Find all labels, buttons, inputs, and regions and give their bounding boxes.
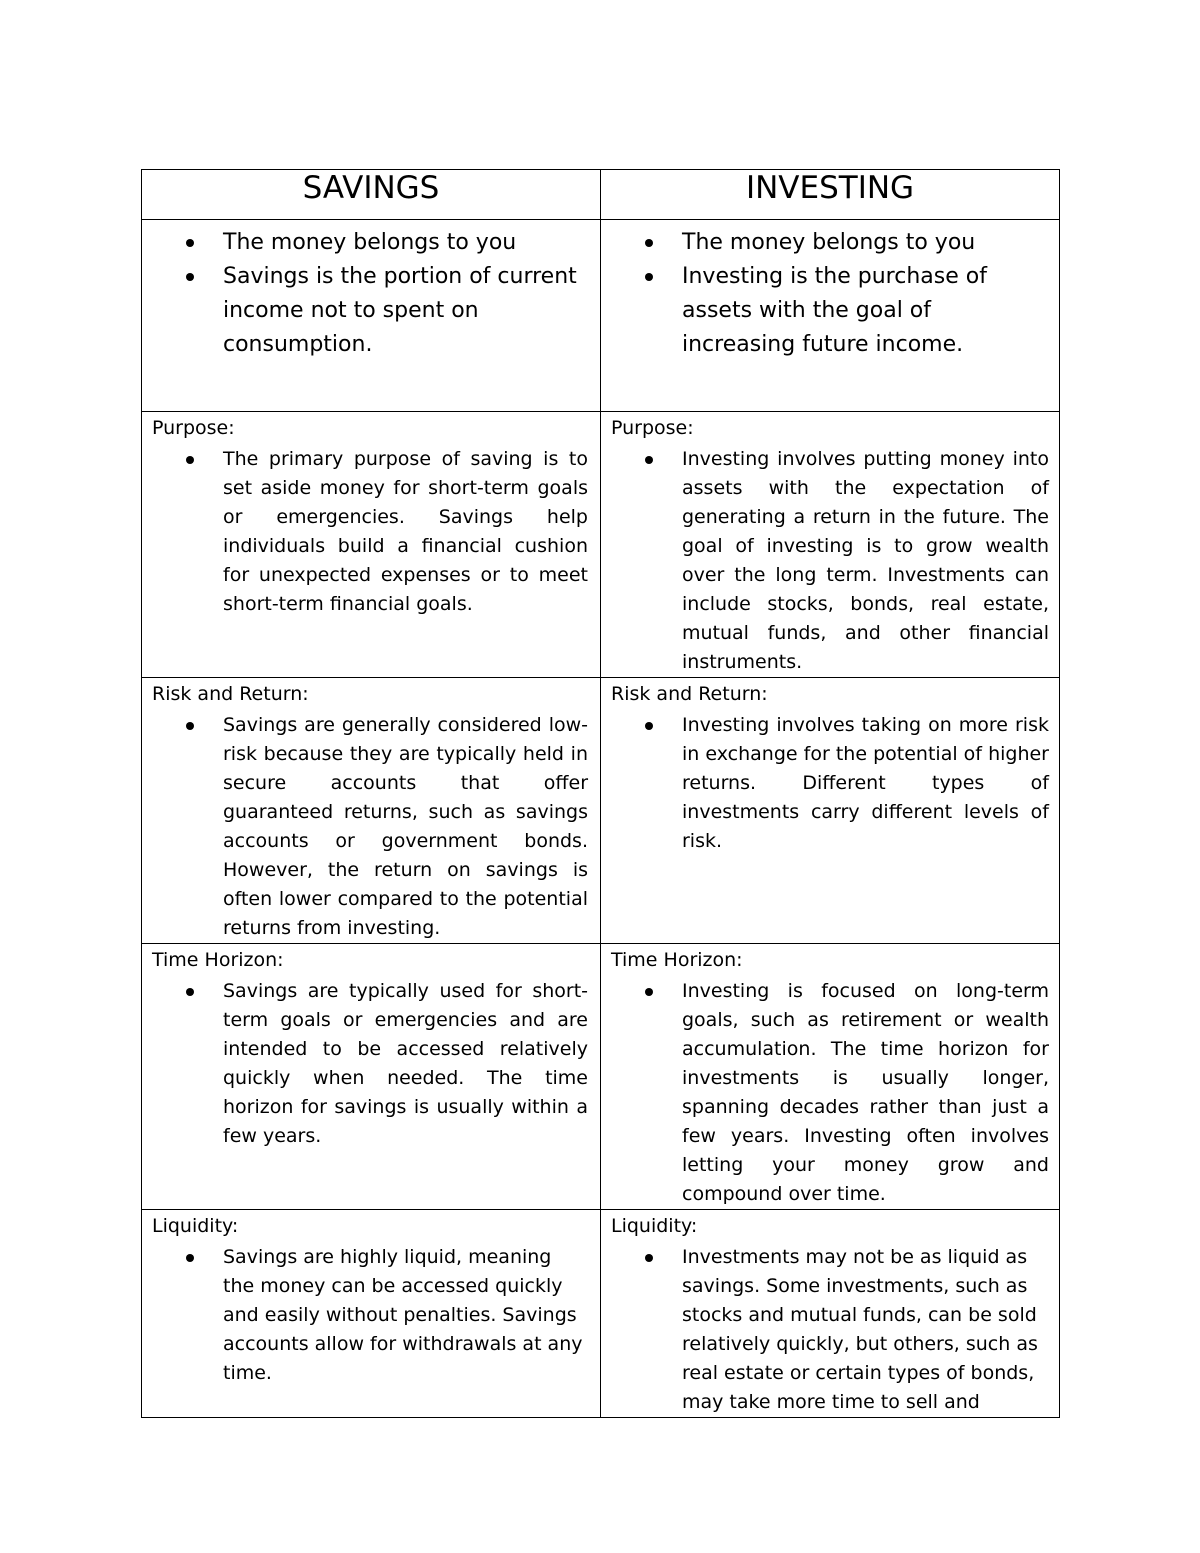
intro-row bbox=[142, 220, 1060, 412]
list-item: The money belongs to you bbox=[152, 226, 590, 260]
list-item: Investments may not be as liquid as savings. Some investments, such as stocks and mutual funds, can be sold relatively quickly, but others, such as real estate or certain types of bonds, may take more time to sell and bbox=[611, 1243, 1049, 1417]
savings-time-cell bbox=[142, 944, 601, 1210]
investing-liquidity-cell bbox=[601, 1210, 1060, 1418]
section-label: Time Horizon: bbox=[152, 949, 284, 971]
liquidity-row bbox=[142, 1210, 1060, 1418]
section-label: Liquidity: bbox=[611, 1215, 698, 1237]
savings-liquidity-cell bbox=[142, 1210, 601, 1418]
savings-purpose-cell bbox=[142, 412, 601, 678]
savings-intro-list bbox=[152, 226, 590, 362]
section-label: Purpose: bbox=[152, 417, 235, 439]
comparison-table bbox=[141, 169, 1060, 1418]
investing-purpose-cell bbox=[601, 412, 1060, 678]
section-label: Purpose: bbox=[611, 417, 694, 439]
list-item: Savings are highly liquid, meaning the money can be accessed quickly and easily without penalties. Savings accounts allow for withdrawals at any time. bbox=[152, 1243, 590, 1388]
list-item: Savings are generally considered low-risk because they are typically held in secure accounts that offer guaranteed returns, such as savings accounts or government bonds. However, the return on savings is often lower compared to the potential returns from investing. bbox=[152, 711, 590, 943]
section-label: Time Horizon: bbox=[611, 949, 743, 971]
list-item: Investing is the purchase of assets with the goal of increasing future income. bbox=[611, 260, 1049, 362]
list-item: Savings is the portion of current income not to spent on consumption. bbox=[152, 260, 590, 362]
list-item: Investing is focused on long-term goals, such as retirement or wealth accumulation. The time horizon for investments is usually longer, spanning decades rather than just a few years. Investing often involves letting your money grow and compound over time. bbox=[611, 977, 1049, 1209]
investing-risk-cell bbox=[601, 678, 1060, 944]
list-item: Savings are typically used for short-term goals or emergencies and are intended to be accessed relatively quickly when needed. The time horizon for savings is usually within a few years. bbox=[152, 977, 590, 1151]
investing-intro-list bbox=[611, 226, 1049, 362]
purpose-row bbox=[142, 412, 1060, 678]
savings-risk-cell bbox=[142, 678, 601, 944]
list-item: Investing involves taking on more risk in exchange for the potential of higher returns. Different types of investments carry different levels of risk. bbox=[611, 711, 1049, 856]
investing-header: INVESTING bbox=[601, 170, 1060, 220]
investing-intro-cell bbox=[601, 220, 1060, 412]
investing-time-cell bbox=[601, 944, 1060, 1210]
list-item: The primary purpose of saving is to set aside money for short-term goals or emergencies. Savings help individuals build a financial cushion for unexpected expenses or to meet short-term financial goals. bbox=[152, 445, 590, 619]
section-label: Liquidity: bbox=[152, 1215, 239, 1237]
list-item: Investing involves putting money into assets with the expectation of generating a return in the future. The goal of investing is to grow wealth over the long term. Investments can include stocks, bonds, real estate, mutual funds, and other financial instruments. bbox=[611, 445, 1049, 677]
risk-return-row bbox=[142, 678, 1060, 944]
savings-intro-cell bbox=[142, 220, 601, 412]
section-label: Risk and Return: bbox=[152, 683, 309, 705]
time-horizon-row bbox=[142, 944, 1060, 1210]
header-row bbox=[142, 170, 1060, 220]
section-label: Risk and Return: bbox=[611, 683, 768, 705]
savings-header: SAVINGS bbox=[142, 170, 601, 220]
list-item: The money belongs to you bbox=[611, 226, 1049, 260]
